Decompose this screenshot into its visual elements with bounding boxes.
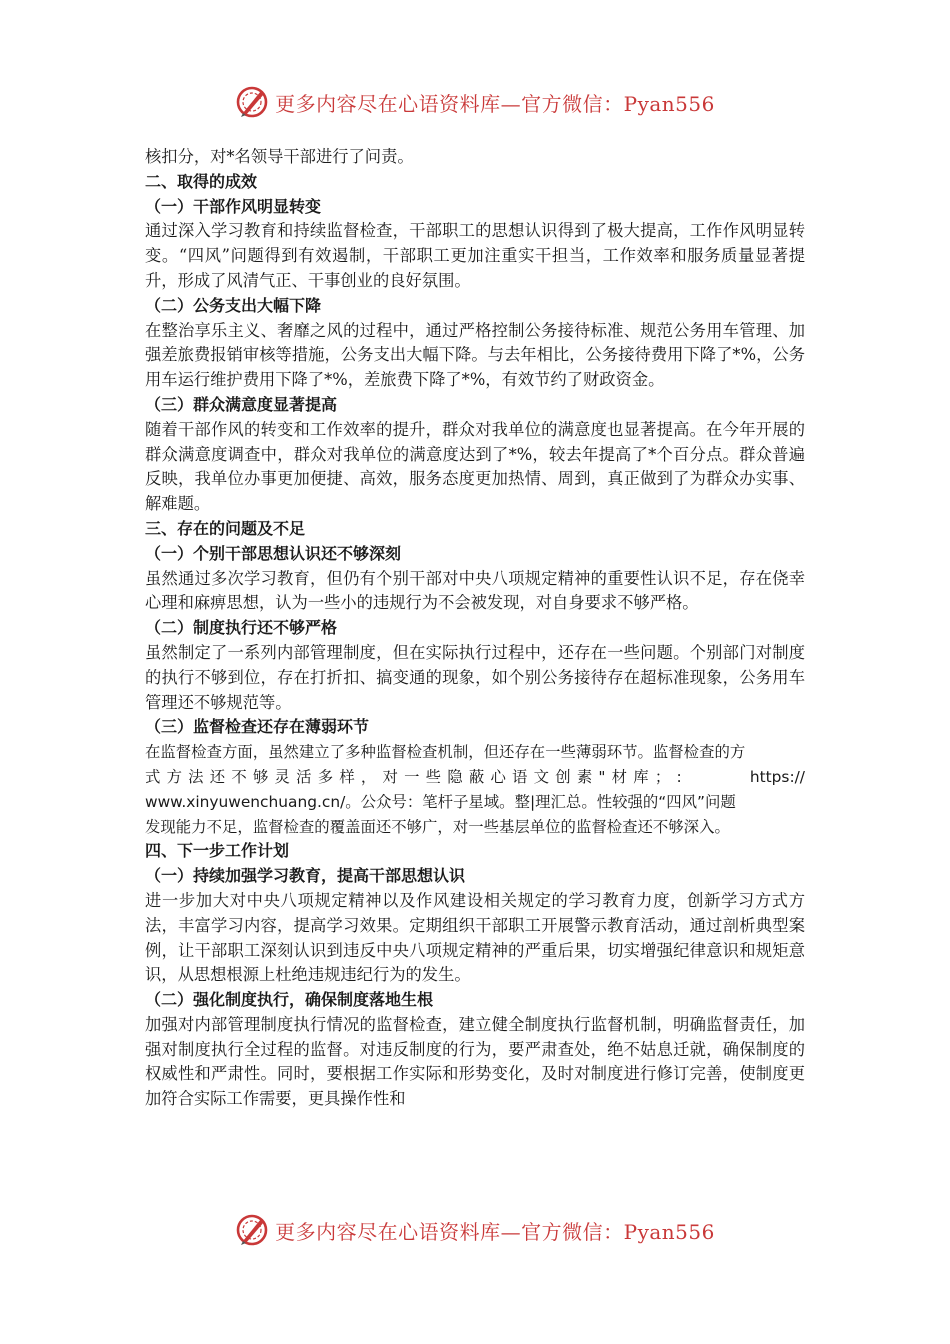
banner-text: 更多内容尽在心语资料库—官方微信：Pyan556 [275,91,715,116]
section-heading: （一）干部作风明显转变 [145,196,322,216]
footer-banner [0,1208,950,1252]
body-paragraph: 在整治享乐主义、奢靡之风的过程中，通过严格控制公务接待标准、规范公务用车管理、加强差旅费报销审核等措施，公务支出大幅下降。与去年相比，公务接待费用下降了*%，公务用车运行维护费用下降了*%，差旅费下降了*%，有效节约了财政资金。 [145,320,805,390]
mixed-paragraph [145,740,805,839]
mixed-line-2 [145,765,805,790]
section-heading: （一）持续加强学习教育，提高干部思想认识 [145,866,466,886]
mixed-line-4: 发现能力不足，监督检查的覆盖面还不够广，对一些基层单位的监督检查还不够深入。 [145,817,730,836]
section-heading: （三）群众满意度显著提高 [145,394,338,414]
body-paragraph: 通过深入学习教育和持续监督检查，干部职工的思想认识得到了极大提高，工作作风明显转变。“四风”问题得到有效遏制，干部职工更加注重实干担当，工作效率和服务质量显著提升，形成了风清气正、干事创业的良好氛围。 [145,221,805,290]
body-paragraph: 随着干部作风的转变和工作效率的提升，群众对我单位的满意度也显著提高。在今年开展的群众满意度调查中，群众对我单位的满意度达到了*%，较去年提高了*个百分点。群众普遍反映，我单位办事更加便捷、高效，服务态度更加热情、周到，真正做到了为群众办实事、解难题。 [145,419,805,514]
body-paragraph: 加强对内部管理制度执行情况的监督检查，建立健全制度执行监督机制，明确监督责任，加强对制度执行全过程的监督。对违反制度的行为，要严肃查处，绝不姑息迁就，确保制度的权威性和严肃性。同时，要根据工作实际和形势变化，及时对制度进行修订完善，使制度更加符合实际工作需要，更具操作性和 [145,1014,805,1109]
pen-circle-logo-icon [235,1213,269,1247]
mixed-line-2-url: https:// [749,767,805,786]
section-heading: 四、下一步工作计划 [145,841,290,861]
section-heading: 二、取得的成效 [145,171,258,191]
section-heading: （三）监督检查还存在薄弱环节 [145,717,370,737]
banner-text: 更多内容尽在心语资料库—官方微信：Pyan556 [275,1219,715,1244]
section-heading: （一）个别干部思想认识还不够深刻 [145,543,402,563]
body-paragraph: 核扣分，对*名领导干部进行了问责。 [145,147,414,166]
document-body [145,145,805,1112]
body-paragraph: 进一步加大对中央八项规定精神以及作风建设相关规定的学习教育力度，创新学习方式方法，丰富学习内容，提高学习效果。定期组织干部职工开展警示教育活动，通过剖析典型案例，让干部职工深刻认识到违反中央八项规定精神的严重后果，切实增强纪律意识和规矩意识，从思想根源上杜绝违规违纪行为的发生。 [145,890,805,985]
body-paragraph: 虽然制定了一系列内部管理制度，但在实际执行过程中，还存在一些问题。个别部门对制度的执行不够到位，存在打折扣、搞变通的现象，如个别公务接待存在超标准现象，公务用车管理还不够规范等。 [145,642,805,712]
section-heading: 三、存在的问题及不足 [145,518,306,538]
mixed-line-1: 在监督检查方面，虽然建立了多种监督检查机制，但还存在一些薄弱环节。监督检查的方 [145,743,746,762]
mixed-line-2-text: 式方法还不够灵活多样，对一些隐蔽心语文创素"材库；: [145,767,688,786]
section-heading: （二）强化制度执行，确保制度落地生根 [145,990,434,1010]
section-heading: （二）制度执行还不够严格 [145,618,338,638]
header-banner [0,80,950,124]
section-heading: （二）公务支出大幅下降 [145,295,322,315]
body-paragraph: 虽然通过多次学习教育，但仍有个别干部对中央八项规定精神的重要性认识不足，存在侥幸心理和麻痹思想，认为一些小的违规行为不会被发现，对自身要求不够严格。 [145,568,805,613]
pen-circle-logo-icon [235,85,269,119]
mixed-line-3: www.xinyuwenchuang.cn/。公众号：笔杆子星域。整|理汇总。性较强的“四风”问题 [145,792,736,811]
